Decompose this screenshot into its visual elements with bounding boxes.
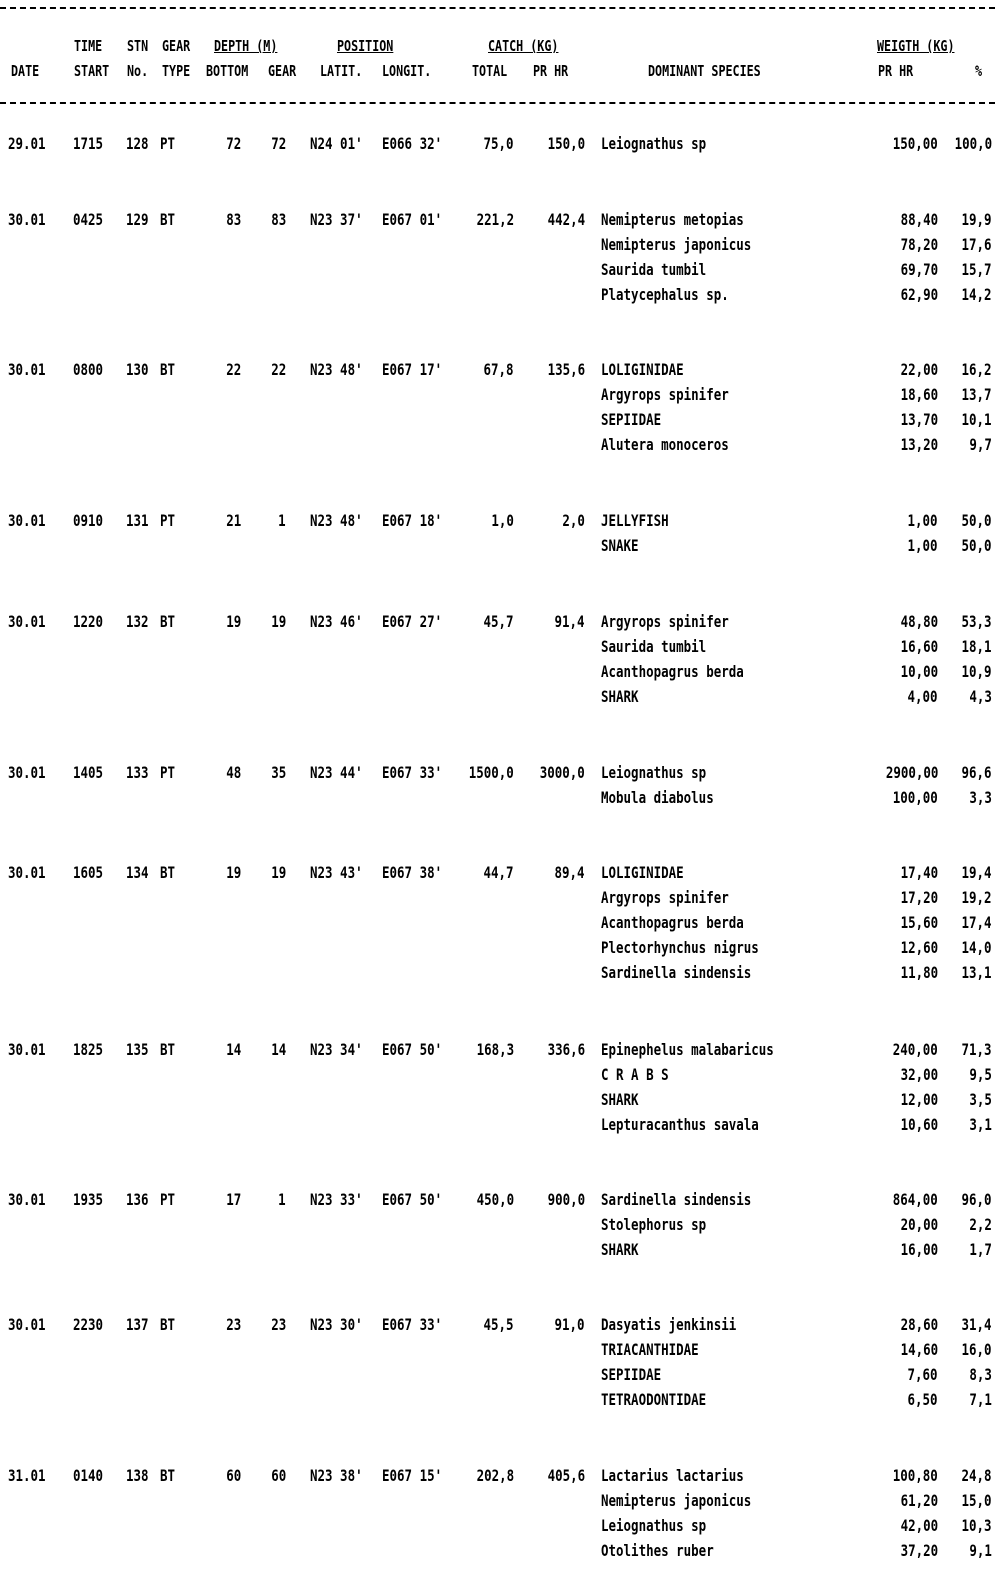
species-weight-pr-hr: 150,00 [892,134,938,153]
species-name: TRIACANTHIDAE [601,1340,699,1359]
species-name: SHARK [601,1240,639,1259]
species-percent: 7,1 [969,1390,992,1409]
cell-lat: N23 48' [310,511,363,530]
cell-total: 221,2 [476,210,514,229]
cell-start: 1935 [73,1190,104,1209]
cell-start: 0425 [73,210,104,229]
cell-bottom: 72 [225,134,241,153]
cell-gear: 23 [270,1315,286,1334]
species-percent: 15,7 [961,260,992,279]
species-weight-pr-hr: 100,00 [892,788,938,807]
species-name: SEPIIDAE [601,410,662,429]
species-name: SNAKE [601,536,639,555]
hdr-catch-group: CATCH (KG) [488,37,559,55]
species-name: Leiognathus sp [601,1516,707,1535]
top-dashed-rule [0,7,995,9]
species-name: JELLYFISH [601,511,669,530]
species-name: Sardinella sindensis [601,1190,752,1209]
species-weight-pr-hr: 14,60 [900,1340,938,1359]
hdr-no: No. [127,62,149,80]
species-percent: 15,0 [961,1491,992,1510]
cell-type: PT [160,763,176,782]
species-weight-pr-hr: 12,00 [900,1090,938,1109]
species-percent: 14,2 [961,285,992,304]
species-percent: 18,1 [961,637,992,656]
cell-bottom: 60 [225,1466,241,1485]
species-percent: 16,0 [961,1340,992,1359]
hdr-weight-group: WEIGTH (KG) [877,37,955,55]
species-percent: 9,7 [969,435,992,454]
species-percent: 19,4 [961,863,992,882]
cell-date: 30.01 [8,1315,46,1334]
species-weight-pr-hr: 1,00 [907,511,938,530]
cell-pr-hr: 2,0 [562,511,585,530]
species-weight-pr-hr: 10,00 [900,662,938,681]
cell-total: 67,8 [483,360,514,379]
species-percent: 19,2 [961,888,992,907]
hdr-type: TYPE [162,62,191,80]
species-weight-pr-hr: 28,60 [900,1315,938,1334]
species-weight-pr-hr: 11,80 [900,963,938,982]
cell-start: 0910 [73,511,104,530]
cell-stn: 135 [126,1040,149,1059]
cell-stn: 134 [126,863,149,882]
cell-lon: E066 32' [382,134,443,153]
cell-pr-hr: 900,0 [547,1190,585,1209]
cell-date: 29.01 [8,134,46,153]
cell-pr-hr: 3000,0 [539,763,585,782]
species-name: Plectorhynchus nigrus [601,938,759,957]
species-weight-pr-hr: 13,20 [900,435,938,454]
cell-total: 75,0 [483,134,514,153]
species-name: Acanthopagrus berda [601,662,744,681]
cell-pr-hr: 89,4 [554,863,585,882]
hdr-latit: LATIT. [320,62,363,80]
species-percent: 31,4 [961,1315,992,1334]
species-percent: 10,1 [961,410,992,429]
hdr-weight-pr-hr: PR HR [878,62,914,80]
cell-lon: E067 17' [382,360,443,379]
species-weight-pr-hr: 32,00 [900,1065,938,1084]
species-name: Otolithes ruber [601,1541,714,1560]
species-weight-pr-hr: 62,90 [900,285,938,304]
cell-type: BT [160,210,176,229]
cell-total: 450,0 [476,1190,514,1209]
hdr-date: DATE [11,62,40,80]
species-name: Lactarius lactarius [601,1466,744,1485]
cell-stn: 138 [126,1466,149,1485]
species-percent: 13,7 [961,385,992,404]
cell-lat: N23 37' [310,210,363,229]
species-name: Saurida tumbil [601,637,707,656]
species-name: Nemipterus japonicus [601,1491,752,1510]
species-weight-pr-hr: 10,60 [900,1115,938,1134]
species-weight-pr-hr: 6,50 [907,1390,938,1409]
species-weight-pr-hr: 7,60 [907,1365,938,1384]
species-weight-pr-hr: 16,60 [900,637,938,656]
cell-lat: N23 34' [310,1040,363,1059]
cell-lat: N23 33' [310,1190,363,1209]
species-weight-pr-hr: 69,70 [900,260,938,279]
cell-date: 30.01 [8,863,46,882]
species-weight-pr-hr: 2900,00 [885,763,938,782]
cell-lat: N23 46' [310,612,363,631]
cell-bottom: 19 [225,863,241,882]
species-weight-pr-hr: 22,00 [900,360,938,379]
cell-pr-hr: 405,6 [547,1466,585,1485]
species-name: C R A B S [601,1065,669,1084]
cell-pr-hr: 91,0 [554,1315,585,1334]
species-name: Argyrops spinifer [601,385,729,404]
cell-bottom: 19 [225,612,241,631]
species-weight-pr-hr: 864,00 [892,1190,938,1209]
cell-start: 1405 [73,763,104,782]
cell-date: 30.01 [8,612,46,631]
species-name: Argyrops spinifer [601,888,729,907]
species-percent: 16,2 [961,360,992,379]
cell-start: 1220 [73,612,104,631]
cell-total: 44,7 [483,863,514,882]
species-weight-pr-hr: 18,60 [900,385,938,404]
cell-bottom: 23 [225,1315,241,1334]
cell-date: 30.01 [8,763,46,782]
cell-type: BT [160,1315,176,1334]
species-weight-pr-hr: 42,00 [900,1516,938,1535]
species-name: Saurida tumbil [601,260,707,279]
cell-type: BT [160,1466,176,1485]
cell-type: BT [160,863,176,882]
species-percent: 53,3 [961,612,992,631]
hdr-depth-group: DEPTH (M) [214,37,278,55]
species-percent: 2,2 [969,1215,992,1234]
species-weight-pr-hr: 88,40 [900,210,938,229]
species-weight-pr-hr: 100,80 [892,1466,938,1485]
species-percent: 96,6 [961,763,992,782]
species-weight-pr-hr: 17,40 [900,863,938,882]
species-name: Epinephelus malabaricus [601,1040,774,1059]
species-percent: 1,7 [969,1240,992,1259]
cell-pr-hr: 442,4 [547,210,585,229]
species-name: Leiognathus sp [601,763,707,782]
species-weight-pr-hr: 16,00 [900,1240,938,1259]
species-percent: 50,0 [961,511,992,530]
cell-gear: 19 [270,863,286,882]
cell-pr-hr: 150,0 [547,134,585,153]
cell-lat: N23 48' [310,360,363,379]
species-weight-pr-hr: 15,60 [900,913,938,932]
cell-lon: E067 50' [382,1040,443,1059]
cell-type: PT [160,134,176,153]
cell-date: 30.01 [8,511,46,530]
species-name: SHARK [601,687,639,706]
species-weight-pr-hr: 4,00 [907,687,938,706]
cell-bottom: 21 [225,511,241,530]
species-name: TETRAODONTIDAE [601,1390,707,1409]
species-weight-pr-hr: 13,70 [900,410,938,429]
cell-type: BT [160,360,176,379]
cell-gear: 22 [270,360,286,379]
species-percent: 50,0 [961,536,992,555]
cell-total: 45,7 [483,612,514,631]
cell-lat: N24 01' [310,134,363,153]
cell-gear: 60 [270,1466,286,1485]
species-percent: 17,6 [961,235,992,254]
species-percent: 8,3 [969,1365,992,1384]
species-name: Alutera monoceros [601,435,729,454]
species-name: SEPIIDAE [601,1365,662,1384]
species-percent: 17,4 [961,913,992,932]
cell-lon: E067 27' [382,612,443,631]
species-name: Acanthopagrus berda [601,913,744,932]
species-percent: 3,5 [969,1090,992,1109]
species-weight-pr-hr: 1,00 [907,536,938,555]
species-name: Leiognathus sp [601,134,707,153]
species-weight-pr-hr: 20,00 [900,1215,938,1234]
cell-stn: 132 [126,612,149,631]
cell-lon: E067 33' [382,1315,443,1334]
species-weight-pr-hr: 61,20 [900,1491,938,1510]
cell-stn: 131 [126,511,149,530]
species-name: Dasyatis jenkinsii [601,1315,737,1334]
species-percent: 3,1 [969,1115,992,1134]
species-percent: 9,5 [969,1065,992,1084]
species-name: Sardinella sindensis [601,963,752,982]
cell-total: 202,8 [476,1466,514,1485]
species-percent: 10,3 [961,1516,992,1535]
species-percent: 4,3 [969,687,992,706]
cell-lon: E067 38' [382,863,443,882]
species-name: Mobula diabolus [601,788,714,807]
hdr-time: TIME [74,37,103,55]
cell-bottom: 83 [225,210,241,229]
cell-date: 31.01 [8,1466,46,1485]
header-dashed-rule [0,102,995,104]
species-weight-pr-hr: 240,00 [892,1040,938,1059]
species-percent: 3,3 [969,788,992,807]
cell-lon: E067 33' [382,763,443,782]
cell-gear: 14 [270,1040,286,1059]
hdr-longit: LONGIT. [382,62,432,80]
cell-total: 1500,0 [468,763,514,782]
species-weight-pr-hr: 78,20 [900,235,938,254]
species-weight-pr-hr: 37,20 [900,1541,938,1560]
species-percent: 19,9 [961,210,992,229]
cell-lat: N23 30' [310,1315,363,1334]
cell-lat: N23 38' [310,1466,363,1485]
hdr-gear-depth: GEAR [268,62,297,80]
cell-date: 30.01 [8,1040,46,1059]
cell-start: 1825 [73,1040,104,1059]
cell-stn: 136 [126,1190,149,1209]
cell-lon: E067 01' [382,210,443,229]
species-percent: 10,9 [961,662,992,681]
cell-total: 45,5 [483,1315,514,1334]
cell-stn: 128 [126,134,149,153]
species-percent: 9,1 [969,1541,992,1560]
species-percent: 71,3 [961,1040,992,1059]
hdr-pr-hr: PR HR [533,62,569,80]
cell-total: 1,0 [491,511,514,530]
species-name: SHARK [601,1090,639,1109]
cell-lat: N23 43' [310,863,363,882]
species-percent: 100,0 [954,134,992,153]
species-name: LOLIGINIDAE [601,360,684,379]
cell-bottom: 22 [225,360,241,379]
hdr-percent: % [975,62,983,80]
hdr-bottom: BOTTOM [206,62,249,80]
cell-gear: 35 [270,763,286,782]
species-name: Nemipterus metopias [601,210,744,229]
cell-bottom: 17 [225,1190,241,1209]
species-name: Nemipterus japonicus [601,235,752,254]
cell-start: 2230 [73,1315,104,1334]
cell-pr-hr: 135,6 [547,360,585,379]
hdr-position-group: POSITION [337,37,394,55]
cell-gear: 1 [278,1190,286,1209]
cell-lon: E067 18' [382,511,443,530]
cell-stn: 130 [126,360,149,379]
cell-date: 30.01 [8,360,46,379]
species-weight-pr-hr: 48,80 [900,612,938,631]
species-name: Argyrops spinifer [601,612,729,631]
hdr-stn: STN [127,37,149,55]
cell-type: BT [160,612,176,631]
species-percent: 14,0 [961,938,992,957]
hdr-gear: GEAR [162,37,191,55]
species-name: Platycephalus sp. [601,285,729,304]
species-weight-pr-hr: 17,20 [900,888,938,907]
species-percent: 13,1 [961,963,992,982]
cell-date: 30.01 [8,1190,46,1209]
hdr-total: TOTAL [472,62,508,80]
cell-gear: 19 [270,612,286,631]
cell-pr-hr: 336,6 [547,1040,585,1059]
species-percent: 24,8 [961,1466,992,1485]
cell-stn: 137 [126,1315,149,1334]
cell-type: PT [160,511,176,530]
cell-bottom: 14 [225,1040,241,1059]
cell-gear: 1 [278,511,286,530]
cell-stn: 129 [126,210,149,229]
cell-type: BT [160,1040,176,1059]
species-name: Lepturacanthus savala [601,1115,759,1134]
species-name: LOLIGINIDAE [601,863,684,882]
cell-start: 1715 [73,134,104,153]
cell-total: 168,3 [476,1040,514,1059]
cell-lon: E067 15' [382,1466,443,1485]
cell-stn: 133 [126,763,149,782]
cell-bottom: 48 [225,763,241,782]
cell-type: PT [160,1190,176,1209]
cell-pr-hr: 91,4 [554,612,585,631]
cell-date: 30.01 [8,210,46,229]
cell-gear: 72 [270,134,286,153]
cell-gear: 83 [270,210,286,229]
cell-start: 0140 [73,1466,104,1485]
species-weight-pr-hr: 12,60 [900,938,938,957]
cell-start: 1605 [73,863,104,882]
species-name: Stolephorus sp [601,1215,707,1234]
species-percent: 96,0 [961,1190,992,1209]
hdr-dominant-species: DOMINANT SPECIES [648,62,761,80]
hdr-start: START [74,62,110,80]
cell-lon: E067 50' [382,1190,443,1209]
cell-lat: N23 44' [310,763,363,782]
cell-start: 0800 [73,360,104,379]
